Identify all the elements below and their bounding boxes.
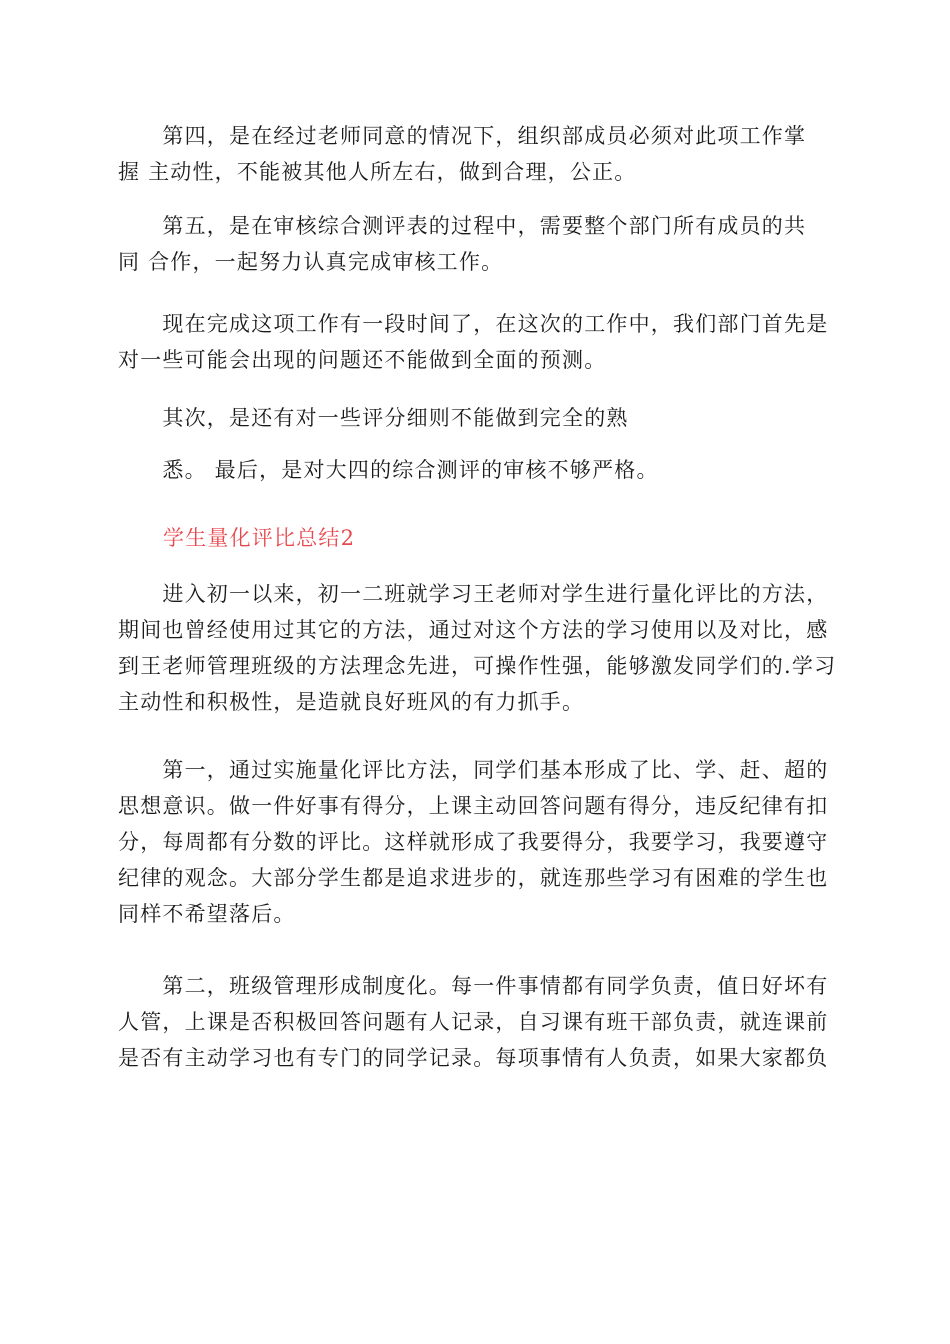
text-line: 同 合作，一起努力认真完成审核工作。	[118, 250, 504, 274]
text-line: 到王老师管理班级的方法理念先进，可操作性强，能够激发同学们的.学习	[118, 654, 837, 678]
text-line: 悉。 最后，是对大四的综合测评的审核不够严格。	[118, 458, 659, 482]
text-line: 第一，通过实施量化评比方法，同学们基本形成了比、学、赶、超的	[118, 758, 829, 782]
text-line: 是否有主动学习也有专门的同学记录。每项事情有人负责，如果大家都负	[118, 1046, 829, 1070]
text-line: 第四，是在经过老师同意的情况下，组织部成员必须对此项工作掌	[118, 124, 807, 148]
paragraph-fifth	[118, 208, 833, 280]
paragraph-first-point	[118, 752, 833, 932]
paragraph-fourth	[118, 118, 833, 190]
text-line: 分，每周都有分数的评比。这样就形成了我要得分，我要学习，我要遵守	[118, 830, 829, 854]
text-line: 第二，班级管理形成制度化。每一件事情都有同学负责，值日好坏有	[118, 974, 829, 998]
text-line: 纪律的观念。大部分学生都是追求进步的，就连那些学习有困难的学生也	[118, 866, 829, 890]
text-line: 思想意识。做一件好事有得分，上课主动回答问题有得分，违反纪律有扣	[118, 794, 829, 818]
paragraph-finally	[118, 452, 833, 488]
text-line: 进入初一以来，初一二班就学习王老师对学生进行量化评比的方法，	[118, 582, 829, 606]
text-line: 其次，是还有对一些评分细则不能做到完全的熟	[118, 406, 629, 430]
text-line: 握 主动性，不能被其他人所左右，做到合理，公正。	[118, 160, 637, 184]
text-line: 期间也曾经使用过其它的方法，通过对这个方法的学习使用以及对比，感	[118, 618, 829, 642]
section-heading: 学生量化评比总结2	[163, 526, 356, 550]
text-line: 同样不希望落后。	[118, 902, 296, 926]
text-line: 人管，上课是否积极回答问题有人记录，自习课有班干部负责，就连课前	[118, 1010, 829, 1034]
text-line: 对一些可能会出现的问题还不能做到全面的预测。	[118, 348, 607, 372]
paragraph-secondly	[118, 400, 833, 436]
text-line: 主动性和积极性，是造就良好班风的有力抓手。	[118, 690, 585, 714]
paragraph-second-point	[118, 968, 833, 1076]
paragraph-intro	[118, 576, 837, 720]
paragraph-current-status	[118, 306, 833, 378]
text-line: 现在完成这项工作有一段时间了，在这次的工作中，我们部门首先是	[118, 312, 829, 336]
text-line: 第五，是在审核综合测评表的过程中，需要整个部门所有成员的共	[118, 214, 807, 238]
